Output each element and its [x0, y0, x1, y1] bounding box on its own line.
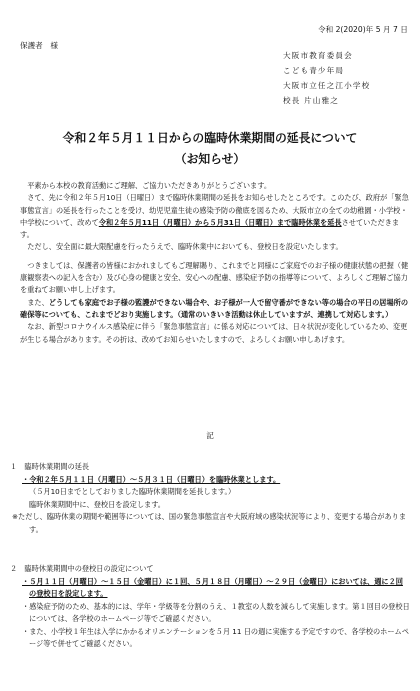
paragraph-text: させていただきます。 — [20, 217, 400, 240]
childcare-emphasis: どうしても家庭でお子様の監護ができない場合や、お子様が一人で留守番ができない等の場合の平日の居場所の確保等についても、これまでどおり実施します。（通常のいきいき活動は休止していますが、連携して対応します。） — [20, 297, 409, 319]
closure-caveat: ※ただし、臨時休業の期間や範囲等については、国の緊急事態宣言や大阪府域の感染状況等により、変更する場合があります。 — [12, 512, 407, 534]
paragraph-text: 平素から本校の教育活動にご理解、ご協力いただきありがとうございます。 — [27, 181, 272, 190]
paragraph — [20, 321, 410, 346]
paragraph — [20, 180, 410, 192]
sender-line: 大阪市教育委員会 — [283, 51, 353, 60]
ki-marker: 記 — [206, 431, 214, 440]
section-heading: ２ 臨時休業期間中の登校日の設定について — [10, 564, 154, 573]
closure-period-emphasis: 令和２年５月11日（月曜日）から５月31日（日曜日）まで臨時休業を延長 — [98, 217, 342, 227]
section-school-days — [10, 563, 410, 651]
paragraph — [20, 241, 410, 253]
title-line-2: （お知らせ） — [174, 152, 246, 166]
paragraph-text: さて、先に令和２年５月10日（日曜日）まで臨時休業期間の延長をお知らせしたところです。このたび、政府が「緊急事態宣言」の延長を行ったことを受け、幼児児童生徒の感染予防の徹底を図るため、大阪市立の全ての幼稚園・小学校・中学校について、改めて — [20, 193, 409, 227]
sender-block — [283, 48, 405, 108]
sender-line: 大阪市立任之江小学校 — [283, 81, 371, 90]
closure-bullet: ・令和２年５月１１日（月曜日）〜５月３１日（日曜日）を臨時休業とします。 — [22, 474, 281, 484]
school-day-bullet: ・また、小学校１年生は入学にかかるオリエンテーションを５月 11 日の週に実施する予定ですので、各学校のホームページ等で併せてご確認ください。 — [22, 626, 409, 648]
paragraph-text: なお、新型コロナウイルス感染症に伴う「緊急事態宣言」に係る対応については、日々状況が変化しているため、変更が生じる場合があります。その折は、改めてお知らせいたしますので、よろしくお願い申しあげます。 — [20, 322, 408, 344]
sender-line: 校長 片山雅之 — [283, 96, 339, 105]
section-closure — [10, 461, 410, 536]
document-title — [0, 128, 420, 170]
paragraph-text: また、 — [27, 297, 49, 307]
title-line-1: 令和２年５月１１日からの臨時休業期間の延長について — [62, 131, 358, 145]
closure-subnote: （５月10日までとしておりました臨時休業期間を延長します。） — [29, 487, 236, 496]
section-heading: １ 臨時休業期間の延長 — [10, 462, 90, 471]
school-day-bullet: ・５月１１日（月曜日）〜１５日（金曜日）に１回、５月１８日（月曜日）〜２９日（金曜日）においては、週に２回の登校日を設定します。 — [22, 576, 403, 598]
recipient: 保護者 様 — [20, 41, 58, 50]
paragraph — [20, 297, 410, 322]
paragraph — [20, 192, 410, 241]
letter-body — [20, 180, 410, 346]
sender-line: こども青少年局 — [283, 66, 345, 75]
paragraph-text: つきましては、保護者の皆様におかれましてもご理解賜り、これまでと同様にご家庭でのお子様の健康状態の把握（健康観察表への記入を含む）及び心身の健康と安全、安心への配慮、感染症予防の指導等について、よろしくご理解ご協力を重ねてお願い申し上げます。 — [20, 260, 409, 295]
paragraph — [20, 260, 410, 297]
school-day-bullet: ・感染症予防のため、基本的には、学年・学級等を分割のうえ、１教室の人数を減らして実施します。第１回目の登校日については、各学校のホームページ等でご確認ください。 — [22, 601, 410, 623]
issue-date: 令和 2(2020)年 5 月 7 日 — [318, 25, 408, 34]
paragraph-text: ただし、安全面に最大限配慮を行ったうえで、臨時休業中においても、登校日を設定いたします。 — [27, 242, 343, 252]
closure-line: 臨時休業期間中に、登校日を設定します。 — [29, 499, 165, 509]
